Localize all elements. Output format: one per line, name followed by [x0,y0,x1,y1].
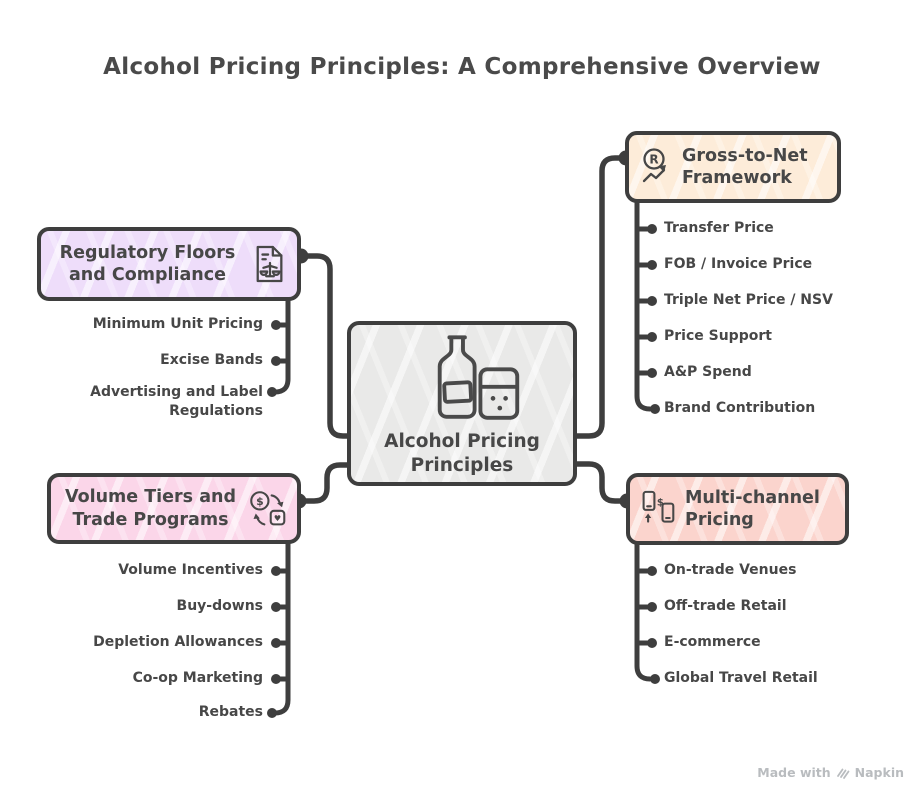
watermark [757,765,904,780]
bullet-dot [647,638,657,648]
connector-center-gross [575,158,626,436]
spine-multi [637,543,650,679]
dollar-cycle-heart-icon [249,489,287,529]
bottle-and-glass-icon [399,332,525,426]
spine-volume [275,542,288,713]
list-item: Depletion Allowances [93,634,263,650]
bullet-dot [647,332,657,342]
bullet-dot [647,368,657,378]
center-node-label: Alcohol Pricing Principles [384,430,540,476]
list-item: Off-trade Retail [664,598,787,614]
svg-text:$: $ [656,497,664,509]
bullet-dot [647,296,657,306]
list-item: FOB / Invoice Price [664,256,813,272]
list-item: Rebates [198,704,263,720]
document-scales-icon [253,244,287,284]
center-node [347,321,577,486]
svg-text:♥: ♥ [273,512,282,523]
connector-regulatory-center [301,256,349,436]
napkin-logo-icon [836,766,850,780]
connector-volume-center [299,465,349,501]
svg-text:R: R [649,152,659,167]
watermark-brand: Napkin [854,765,904,780]
list-item: Excise Bands [160,352,263,368]
bullet-dot [271,356,281,366]
registered-trend-arrow-icon [639,147,673,187]
list-item: Co-op Marketing [132,670,263,686]
list-item: Triple Net Price / NSV [664,292,833,308]
watermark-prefix: Made with [757,765,831,780]
bullet-dot [647,602,657,612]
list-item: Brand Contribution [664,400,816,416]
branch-node-gross-to-net [625,131,841,203]
list-item: Volume Incentives [118,562,263,578]
branch-node-volume-tiers [47,473,301,544]
list-item: On-trade Venues [664,562,797,578]
bullet-dot [271,638,281,648]
branch-node-multi-channel [626,473,849,545]
phones-dollar-sync-icon [640,489,676,529]
connector-center-multi [575,464,627,501]
list-item: Advertising and Label Regulations [90,384,263,419]
list-item: Buy-downs [176,598,263,614]
branch-label: Regulatory Floors and Compliance [59,242,236,285]
bullet-dot [647,260,657,270]
bullet-dot [650,674,660,684]
bullet-dot [271,602,281,612]
branch-node-regulatory [37,227,301,301]
bullet-dot [271,674,281,684]
bullet-dot [271,566,281,576]
svg-text:$: $ [256,494,264,508]
spine-regulatory [275,299,288,392]
list-item: Global Travel Retail [664,670,818,686]
list-item: Transfer Price [664,220,774,236]
bullet-dot [650,404,660,414]
branch-label: Volume Tiers and Trade Programs [64,487,236,530]
list-item: A&P Spend [664,364,752,380]
diagram-title: Alcohol Pricing Principles: A Comprehensive Overview [103,54,821,80]
list-item: Price Support [664,328,772,344]
bullet-dot [267,708,277,718]
list-item: Minimum Unit Pricing [92,316,263,332]
bullet-dot [271,320,281,330]
branch-label: Gross-to-Net Framework [682,145,808,188]
bullet-dot [647,566,657,576]
branch-label: Multi-channel Pricing [685,487,820,530]
list-item: E-commerce [664,634,761,650]
spine-gross [637,201,650,409]
bullet-dot [647,224,657,234]
bullet-dot [267,387,277,397]
